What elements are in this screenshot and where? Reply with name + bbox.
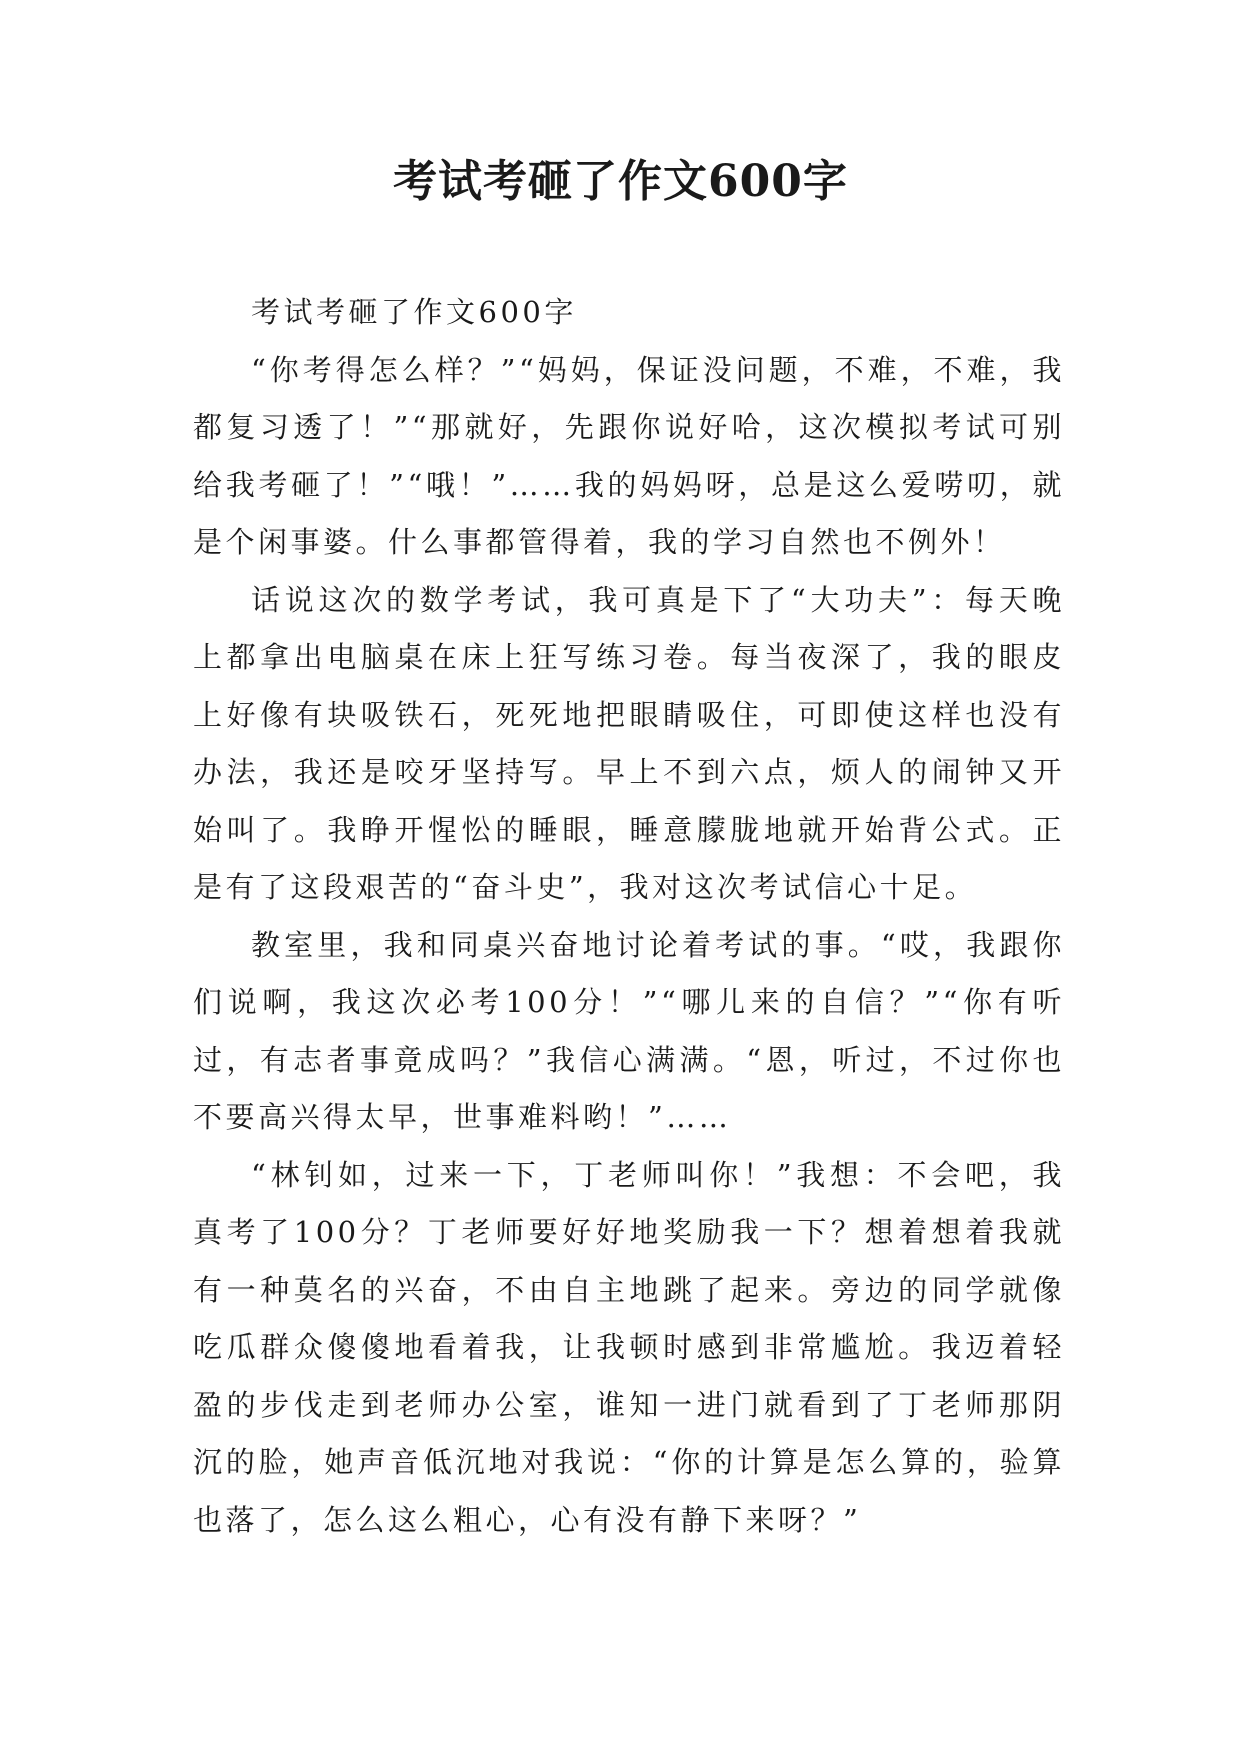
paragraph-subtitle: 考试考砸了作文600字: [251, 295, 577, 329]
paragraph: “林钊如，过来一下，丁老师叫你！”我想：不会吧，我真考了100分？丁老师要好好地奖励我一下？想着想着我就有一种莫名的兴奋，不由自主地跳了起来。旁边的同学就像吃瓜群众傻傻地看着我，让我顿时感到非常尴尬。我迈着轻盈的步伐走到老师办公室，谁知一进门就看到了丁老师那阴沉的脸，她声音低沉地对我说：“你的计算是怎么算的，验算也落了，怎么这么粗心，心有没有静下来呀？”: [193, 1157, 1065, 1537]
document-body: [193, 284, 1065, 1549]
paragraph: 话说这次的数学考试，我可真是下了“大功夫”：每天晚上都拿出电脑桌在床上狂写练习卷。每当夜深了，我的眼皮上好像有块吸铁石，死死地把眼睛吸住，可即使这样也没有办法，我还是咬牙坚持写。早上不到六点，烦人的闹钟又开始叫了。我睁开惺忪的睡眼，睡意朦胧地就开始背公式。正是有了这段艰苦的“奋斗史”，我对这次考试信心十足。: [193, 582, 1065, 904]
paragraph: 教室里，我和同桌兴奋地讨论着考试的事。“哎，我跟你们说啊，我这次必考100分！”“哪儿来的自信？”“你有听过，有志者事竟成吗？”我信心满满。“恩，听过，不过你也不要高兴得太早，世事难料哟！”……: [193, 927, 1065, 1134]
document-title: 考试考砸了作文600字: [393, 156, 848, 207]
paragraph: “你考得怎么样？”“妈妈，保证没问题，不难，不难，我都复习透了！”“那就好，先跟你说好哈，这次模拟考试可别给我考砸了！”“哦！”……我的妈妈呀，总是这么爱唠叨，就是个闲事婆。什么事都管得着，我的学习自然也不例外！: [193, 352, 1065, 559]
